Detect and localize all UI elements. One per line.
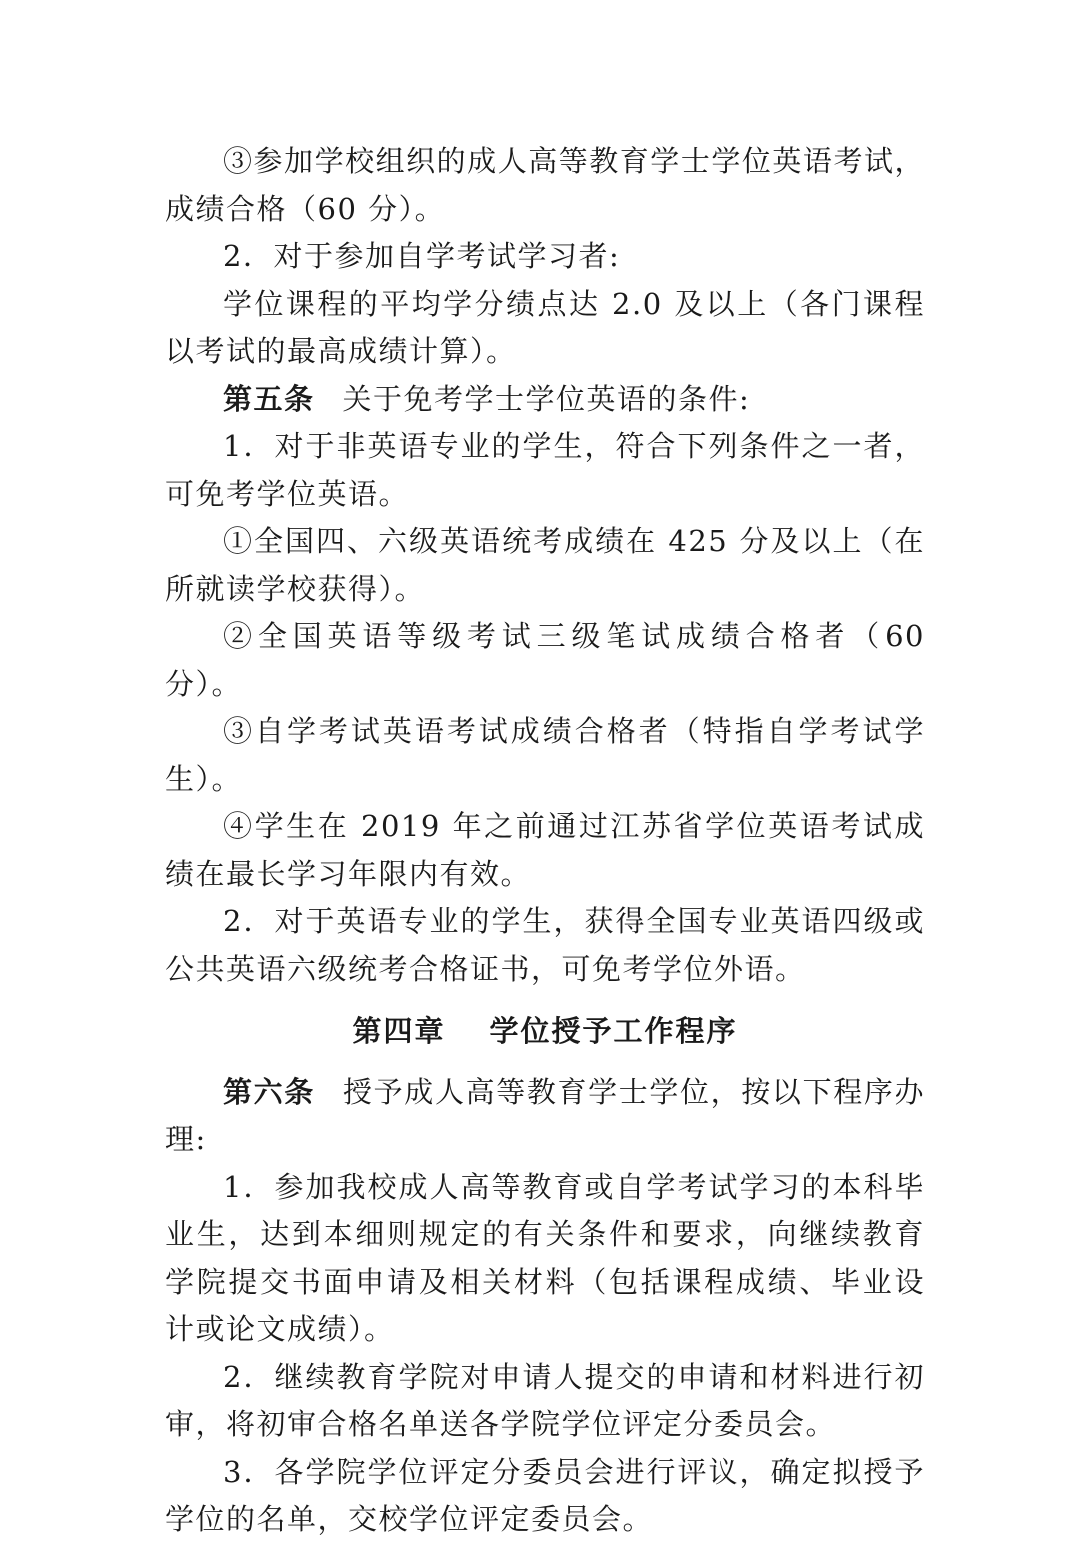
article-6 — [165, 1069, 925, 1164]
paragraph-procedure-step-1: 1．参加我校成人高等教育或自学考试学习的本科毕业生，达到本细则规定的有关条件和要求，向继续教育学院提交书面申请及相关材料（包括课程成绩、毕业设计或论文成绩）。 — [165, 1169, 925, 1346]
paragraph-non-english-majors: 1．对于非英语专业的学生，符合下列条件之一者，可免考学位英语。 — [165, 429, 925, 511]
paragraph-self-study-english: ③自学考试英语考试成绩合格者（特指自学考试学生）。 — [165, 714, 925, 796]
article-5-text: 关于免考学士学位英语的条件: — [342, 381, 751, 416]
paragraph-english-majors: 2．对于英语专业的学生，获得全国专业英语四级或公共英语六级统考合格证书，可免考学位外语。 — [165, 904, 925, 986]
paragraph-gpa-requirement: 学位课程的平均学分绩点达 2.0 及以上（各门课程以考试的最高成绩计算）。 — [165, 286, 925, 368]
article-5 — [165, 376, 925, 424]
article-6-label: 第六条 — [223, 1074, 315, 1109]
article-5-label: 第五条 — [223, 381, 315, 416]
chapter-4-heading — [165, 1008, 925, 1056]
paragraph-procedure-step-3: 3．各学院学位评定分委员会进行评议，确定拟授予学位的名单，交校学位评定委员会。 — [165, 1454, 925, 1536]
paragraph-procedure-step-2: 2．继续教育学院对申请人提交的申请和材料进行初审，将初审合格名单送各学院学位评定分委员会。 — [165, 1359, 925, 1441]
article-6-text: 授予成人高等教育学士学位，按以下程序办理: — [165, 1074, 925, 1156]
document-body — [165, 138, 925, 1544]
paragraph-self-study-learners: 2．对于参加自学考试学习者: — [223, 239, 621, 273]
paragraph-cet-score: ①全国四、六级英语统考成绩在 425 分及以上（在所就读学校获得）。 — [165, 524, 925, 606]
paragraph-jiangsu-exam: ④学生在 2019 年之前通过江苏省学位英语考试成绩在最长学习年限内有效。 — [165, 809, 925, 891]
paragraph-pets-level3: ②全国英语等级考试三级笔试成绩合格者（60 分）。 — [165, 619, 925, 701]
paragraph-degree-english-exam: ③参加学校组织的成人高等教育学士学位英语考试，成绩合格（60 分）。 — [165, 144, 925, 226]
chapter-4-title: 学位授予工作程序 — [489, 1014, 738, 1048]
chapter-4-label: 第四章 — [352, 1014, 446, 1048]
